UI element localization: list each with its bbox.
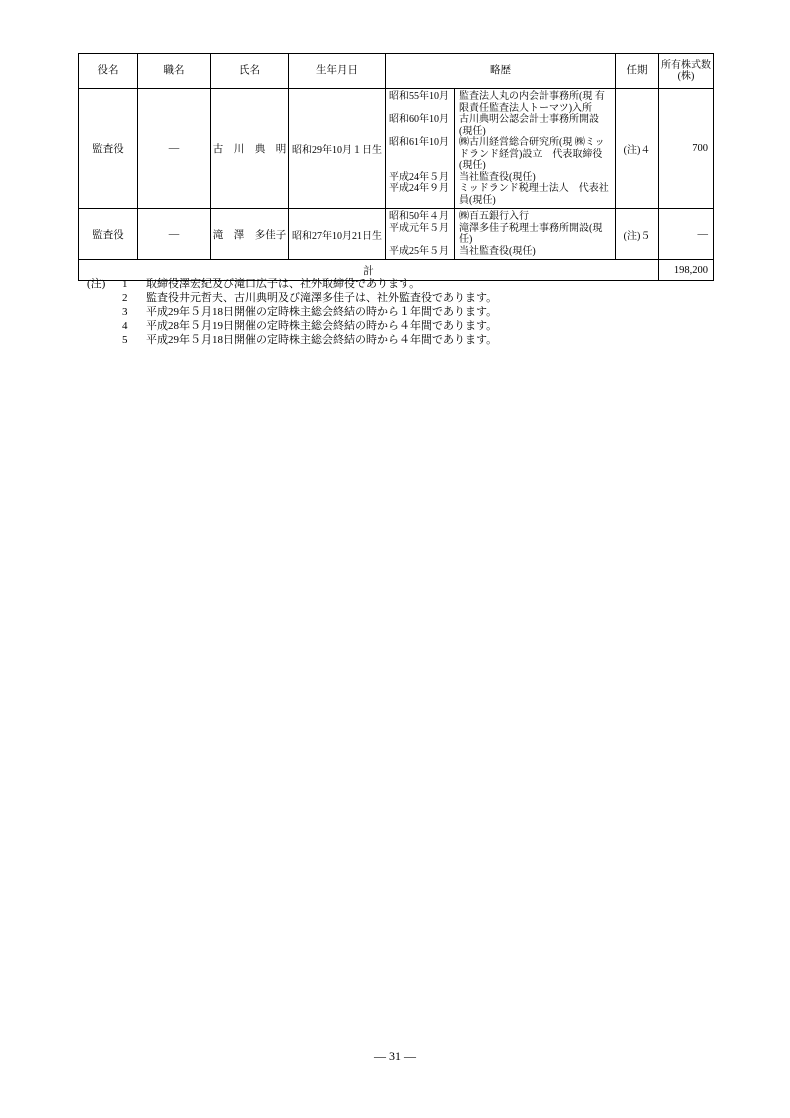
career-entry bbox=[386, 114, 615, 137]
career-date: 昭和61年10月 bbox=[389, 137, 449, 148]
column-header-position: 職名 bbox=[138, 54, 211, 89]
note-number: 1 bbox=[122, 278, 128, 290]
career-entry bbox=[386, 211, 615, 223]
note-text: 監査役井元哲夫、古川典明及び滝澤多佳子は、社外監査役であります。 bbox=[146, 292, 498, 304]
term-cell: (注)４ bbox=[616, 89, 659, 209]
career-desc: ミッドランド税理士法人 代表社員(現任) bbox=[459, 183, 609, 206]
note-label bbox=[87, 305, 122, 319]
career-entry bbox=[386, 183, 615, 206]
note-item bbox=[87, 277, 647, 291]
note-text: 平成28年５月19日開催の定時株主総会終結の時から４年間であります。 bbox=[146, 320, 498, 332]
position-cell: ― bbox=[138, 89, 211, 209]
officers-table bbox=[78, 53, 714, 281]
note-label bbox=[87, 319, 122, 333]
role-cell: 監査役 bbox=[79, 209, 138, 260]
name-cell: 古 川 典 明 bbox=[211, 89, 289, 209]
career-desc: ㈱古川経営総合研究所(現 ㈱ミッドランド経営)設立 代表取締役(現任) bbox=[459, 137, 605, 171]
note-item bbox=[87, 319, 647, 333]
career-entry bbox=[386, 246, 615, 258]
total-shares-cell: 198,200 bbox=[659, 260, 714, 281]
career-entry bbox=[386, 91, 615, 114]
career-divider bbox=[454, 209, 455, 259]
note-text: 平成29年５月18日開催の定時株主総会終結の時から４年間であります。 bbox=[146, 334, 498, 346]
career-desc: 古川典明公認会計士事務所開設(現任) bbox=[459, 114, 599, 137]
career-cell bbox=[386, 209, 616, 260]
note-label bbox=[87, 291, 122, 305]
name-cell: 滝 澤 多佳子 bbox=[211, 209, 289, 260]
note-label: (注) bbox=[87, 278, 106, 290]
shares-cell: ― bbox=[659, 209, 714, 260]
column-header-career: 略歴 bbox=[386, 54, 616, 89]
note-item bbox=[87, 291, 647, 305]
birth-cell: 昭和27年10月21日生 bbox=[289, 209, 386, 260]
column-header-name: 氏名 bbox=[211, 54, 289, 89]
officer-row bbox=[79, 209, 714, 260]
column-header-birth: 生年月日 bbox=[289, 54, 386, 89]
career-entry bbox=[386, 223, 615, 246]
column-header-role: 役名 bbox=[79, 54, 138, 89]
term-cell: (注)５ bbox=[616, 209, 659, 260]
career-date: 平成元年５月 bbox=[389, 222, 449, 234]
notes-section bbox=[87, 277, 647, 347]
role-cell: 監査役 bbox=[79, 89, 138, 209]
career-desc: ㈱百五銀行入行 bbox=[459, 211, 529, 222]
career-divider bbox=[454, 89, 455, 208]
career-cell bbox=[386, 89, 616, 209]
career-desc: 滝澤多佳子税理士事務所開設(現任) bbox=[459, 222, 603, 245]
career-entry bbox=[386, 137, 615, 172]
note-text: 平成29年５月18日開催の定時株主総会終結の時から１年間であります。 bbox=[146, 306, 498, 318]
career-entry bbox=[386, 172, 615, 184]
note-text: 取締役澤宏紀及び滝口広子は、社外取締役であります。 bbox=[146, 278, 421, 290]
note-number: 5 bbox=[122, 334, 128, 346]
note-number: 4 bbox=[122, 320, 128, 332]
birth-cell: 昭和29年10月１日生 bbox=[289, 89, 386, 209]
column-header-shares-line1: 所有株式数 bbox=[661, 60, 711, 71]
officer-row bbox=[79, 89, 714, 209]
total-label-cell: 計 bbox=[79, 260, 659, 281]
column-header-term: 任期 bbox=[616, 54, 659, 89]
table-header-row bbox=[79, 54, 714, 89]
career-desc: 監査法人丸の内会計事務所(現 有限責任監査法人トーマツ)入所 bbox=[459, 91, 605, 114]
note-item bbox=[87, 333, 647, 347]
career-date: 平成24年５月 bbox=[389, 171, 449, 183]
career-desc: 当社監査役(現任) bbox=[459, 171, 536, 183]
career-date: 昭和60年10月 bbox=[389, 114, 449, 125]
career-date: 昭和50年４月 bbox=[389, 211, 449, 222]
shares-cell: 700 bbox=[659, 89, 714, 209]
career-date: 昭和55年10月 bbox=[389, 91, 449, 102]
note-label bbox=[87, 333, 122, 347]
career-date: 平成25年５月 bbox=[389, 245, 449, 257]
position-cell: ― bbox=[138, 209, 211, 260]
career-date: 平成24年９月 bbox=[389, 183, 449, 194]
career-desc: 当社監査役(現任) bbox=[459, 245, 536, 257]
column-header-shares bbox=[659, 54, 714, 89]
note-item bbox=[87, 305, 647, 319]
page-number: ― 31 ― bbox=[374, 1049, 416, 1063]
column-header-shares-line2: (株) bbox=[677, 71, 695, 82]
note-number: 3 bbox=[122, 306, 128, 318]
note-number: 2 bbox=[122, 292, 128, 304]
